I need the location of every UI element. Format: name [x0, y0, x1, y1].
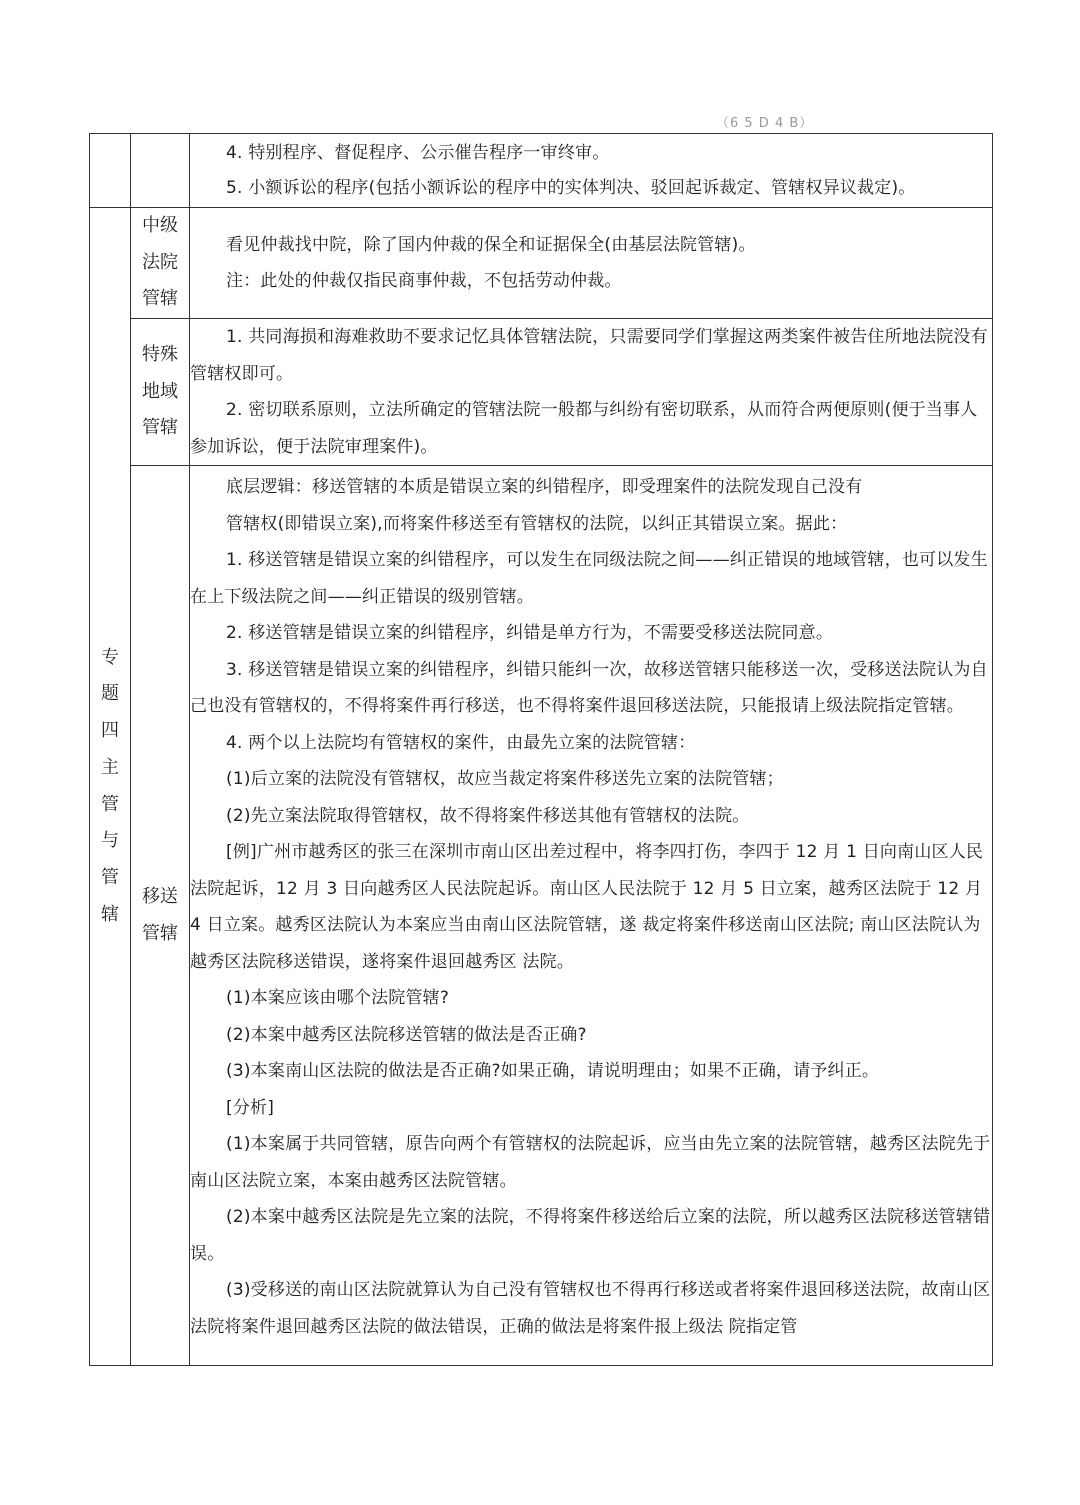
section-label-cell [90, 208, 131, 1366]
section-label [101, 640, 119, 934]
text-para: (1)本案属于共同管辖，原告向两个有管辖权的法院起诉，应当由先立案的法院管辖，越秀区法院先于南山区法院立案，本案由越秀区法院管辖。 [190, 1134, 991, 1191]
row-label-cell [131, 208, 190, 319]
text-para: 2. 密切联系原则，立法所确定的管辖法院一般都与纠纷有密切联系，从而符合两便原则(便于当事人参加诉讼，便于法院审理案件)。 [190, 400, 978, 457]
row-label [142, 337, 178, 447]
text-para: (1)本案应该由哪个法院管辖? [226, 988, 450, 1009]
text-para: (2)本案中越秀区法院移送管辖的做法是否正确? [226, 1024, 587, 1045]
text-para: (3)本案南山区法院的做法是否正确?如果正确，请说明理由；如果不正确，请予纠正。 [226, 1061, 880, 1082]
table-row [90, 208, 993, 319]
label-char: 管 [101, 866, 119, 888]
content-cell [190, 208, 993, 319]
content-cell [190, 466, 993, 1366]
text-line: 5. 小额诉讼的程序(包括小额诉讼的程序中的实体判决、驳回起诉裁定、管辖权异议裁定)。 [226, 177, 916, 198]
text-para: 1. 移送管辖是错误立案的纠错程序，可以发生在同级法院之间——纠正错误的地域管辖，也可以发生在上下级法院之间——纠正错误的级别管辖。 [190, 550, 988, 607]
text-para: (2)本案中越秀区法院是先立案的法院，不得将案件移送给后立案的法院，所以越秀区法院移送管辖错误。 [190, 1207, 991, 1264]
text-para: (3)受移送的南山区法院就算认为自己没有管辖权也不得再行移送或者将案件退回移送法院，故南山区法院将案件退回越秀区法院的做法错误，正确的做法是将案件报上级法 院指定管 [190, 1280, 991, 1337]
row-label [142, 879, 178, 952]
label-char: 中级 [142, 215, 178, 236]
label-char: 四 [101, 720, 119, 742]
label-char: 管辖 [142, 417, 178, 439]
label-char: 辖 [101, 903, 119, 925]
text-para: 1. 共同海损和海难救助不要求记忆具体管辖法院，只需要同学们掌握这两类案件被告住所地法院没有管辖权即可。 [190, 327, 988, 384]
text-para: 4. 两个以上法院均有管辖权的案件，由最先立案的法院管辖： [226, 732, 696, 753]
label-char: 与 [101, 830, 119, 852]
label-char: 管 [101, 793, 119, 815]
text-line: 底层逻辑：移送管辖的本质是错误立案的纠错程序，即受理案件的法院发现自己没有 [226, 477, 863, 498]
table-row [90, 319, 993, 466]
text-line: 注：此处的仲裁仅指民商事仲裁，不包括劳动仲裁。 [226, 271, 622, 292]
text-para: (2)先立案法院取得管辖权，故不得将案件移送其他有管辖权的法院。 [226, 805, 750, 826]
label-char: 移送 [142, 885, 178, 907]
content-cell [190, 319, 993, 466]
label-char: 管辖 [142, 922, 178, 944]
content-cell [190, 134, 993, 208]
row-label [142, 208, 178, 318]
text-para: (1)后立案的法院没有管辖权，故应当裁定将案件移送先立案的法院管辖； [226, 769, 784, 790]
text-para: 3. 移送管辖是错误立案的纠错程序，纠错只能纠一次，故移送管辖只能移送一次，受移送法院认为自己也没有管辖权的，不得将案件再行移送，也不得将案件退回移送法院，只能报请上级法院指定管辖。 [190, 659, 988, 717]
label-char: 主 [101, 756, 119, 778]
label-char: 管辖 [142, 288, 178, 310]
text-para: [例]广州市越秀区的张三在深圳市南山区出差过程中，将李四打伤，李四于 12 月 1 日向南山区人民法院起诉，12 月 3 日向越秀区人民法院起诉。南山区人民法院于 12 月 5 日立案，越秀区法院于 12 月 4 日立案。越秀区法院认为本案应当由南山区法院管辖，遂 裁定将案件移送南山区法院; 南山区法院认为越秀区法院移送错误，遂将案件退回越秀区 法院。 [190, 842, 984, 972]
table-row [90, 466, 993, 1366]
row-label-cell [131, 319, 190, 466]
label-char: 专 [101, 646, 119, 668]
table-row [90, 134, 993, 208]
label-char: 法院 [142, 251, 178, 273]
text-para: [分析] [226, 1097, 275, 1118]
label-char: 地域 [142, 380, 178, 402]
row-label-cell [131, 466, 190, 1366]
text-para: 2. 移送管辖是错误立案的纠错程序，纠错是单方行为，不需要受移送法院同意。 [226, 623, 834, 644]
label-char: 特殊 [142, 344, 178, 366]
label-char: 题 [101, 683, 119, 705]
empty-cell [131, 134, 190, 208]
page-header-mark: （6 5 D 4 B） [716, 116, 814, 131]
text-line: 看见仲裁找中院，除了国内仲裁的保全和证据保全(由基层法院管辖)。 [226, 234, 756, 255]
text-line: 4. 特别程序、督促程序、公示催告程序一审终审。 [226, 142, 610, 163]
content-table [89, 133, 993, 1366]
empty-cell [90, 134, 131, 208]
text-line: 管辖权(即错误立案),而将案件移送至有管辖权的法院，以纠正其错误立案。据此： [226, 513, 848, 534]
